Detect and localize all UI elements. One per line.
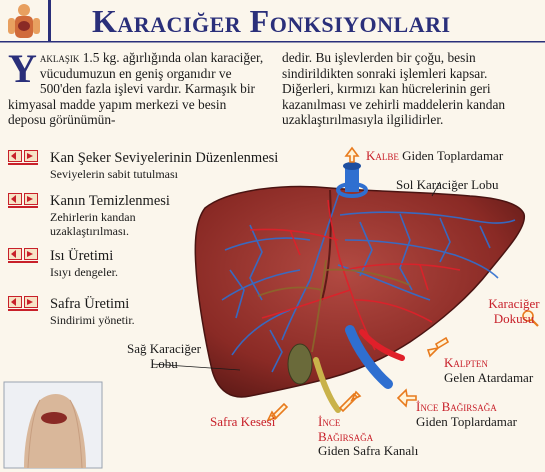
intro-left-text: 1.5 kg. ağırlığında olan karaciğer, vücudumuzun en geniş organıdır ve 500'den fazla işlevi vardır. Karmaşık bir kimyasal madde yapım merkezi ve besin deposu görünümün- bbox=[8, 50, 264, 128]
label-portal-vein-red: İnce Bağırsağa bbox=[416, 399, 497, 414]
label-hepatic-artery-red: Kalpten bbox=[444, 355, 488, 370]
label-hepatic-artery-rest: Gelen Atardamar bbox=[444, 369, 534, 385]
label-liver-tissue bbox=[484, 297, 544, 326]
label-hepatic-vein bbox=[366, 149, 503, 164]
function-title: Kanın Temizlenmesi bbox=[50, 193, 170, 209]
arrow-left-icon bbox=[398, 390, 416, 406]
arrow-down-left-icon bbox=[428, 338, 448, 356]
intro-right-column: dedir. Bu işlevlerden bir çoğu, besin sindirildikten sonraki işlemleri kapsar. Diğerleri, kırmızı kan hücrelerinin geri kazanılması ve zehirli maddelerin kandan uzaklaştırılmasıyla ilgilidirler. bbox=[282, 50, 506, 128]
drop-cap: Y bbox=[8, 46, 37, 91]
label-bile-duct-red-1: İnce bbox=[318, 414, 341, 429]
label-hepatic-vein-rest: Giden Toplardamar bbox=[402, 148, 504, 163]
function-title: Kan Şeker Seviyelerinin Düzenlenmesi bbox=[50, 150, 279, 166]
label-bile-duct bbox=[318, 415, 418, 459]
label-hepatic-artery bbox=[444, 356, 533, 385]
intro-lead-word: aklaşık bbox=[39, 50, 80, 65]
label-liver-tissue-line2: Dokusu bbox=[493, 310, 535, 326]
label-right-lobe bbox=[114, 342, 214, 371]
label-bile-duct-rest: Giden Safra Kanalı bbox=[318, 443, 419, 458]
page-title: Karaciğer Fonksiyonları bbox=[92, 3, 451, 39]
label-hepatic-vein-red: Kalbe bbox=[366, 148, 399, 163]
label-liver-tissue-line1: Karaciğer bbox=[488, 296, 540, 311]
label-right-lobe-line2: Lobu bbox=[150, 355, 178, 371]
function-title: Isı Üretimi bbox=[50, 248, 114, 264]
label-portal-vein-rest: Giden Toplardamar bbox=[416, 413, 518, 429]
function-desc: Seviyelerin sabit tutulması bbox=[50, 167, 178, 181]
label-right-lobe-line1: Sağ Karaciğer bbox=[127, 341, 201, 356]
function-desc: Isıyı dengeler. bbox=[50, 265, 118, 279]
gallbladder bbox=[288, 344, 312, 384]
label-bile-duct-red-2: Bağırsağa bbox=[318, 428, 374, 444]
function-title: Safra Üretimi bbox=[50, 296, 130, 312]
label-gallbladder: Safra Kesesi bbox=[210, 414, 276, 429]
arrow-up-right-icon bbox=[340, 392, 360, 411]
function-desc: Zehirlerin kandan uzaklaştırılması. bbox=[50, 210, 136, 238]
label-left-lobe: Sol Karaciğer Lobu bbox=[396, 177, 499, 192]
torso-thumbnail bbox=[4, 382, 102, 468]
arrow-up-icon bbox=[346, 148, 358, 162]
function-desc: Sindirimi yönetir. bbox=[50, 313, 135, 327]
label-portal-vein bbox=[416, 400, 517, 429]
